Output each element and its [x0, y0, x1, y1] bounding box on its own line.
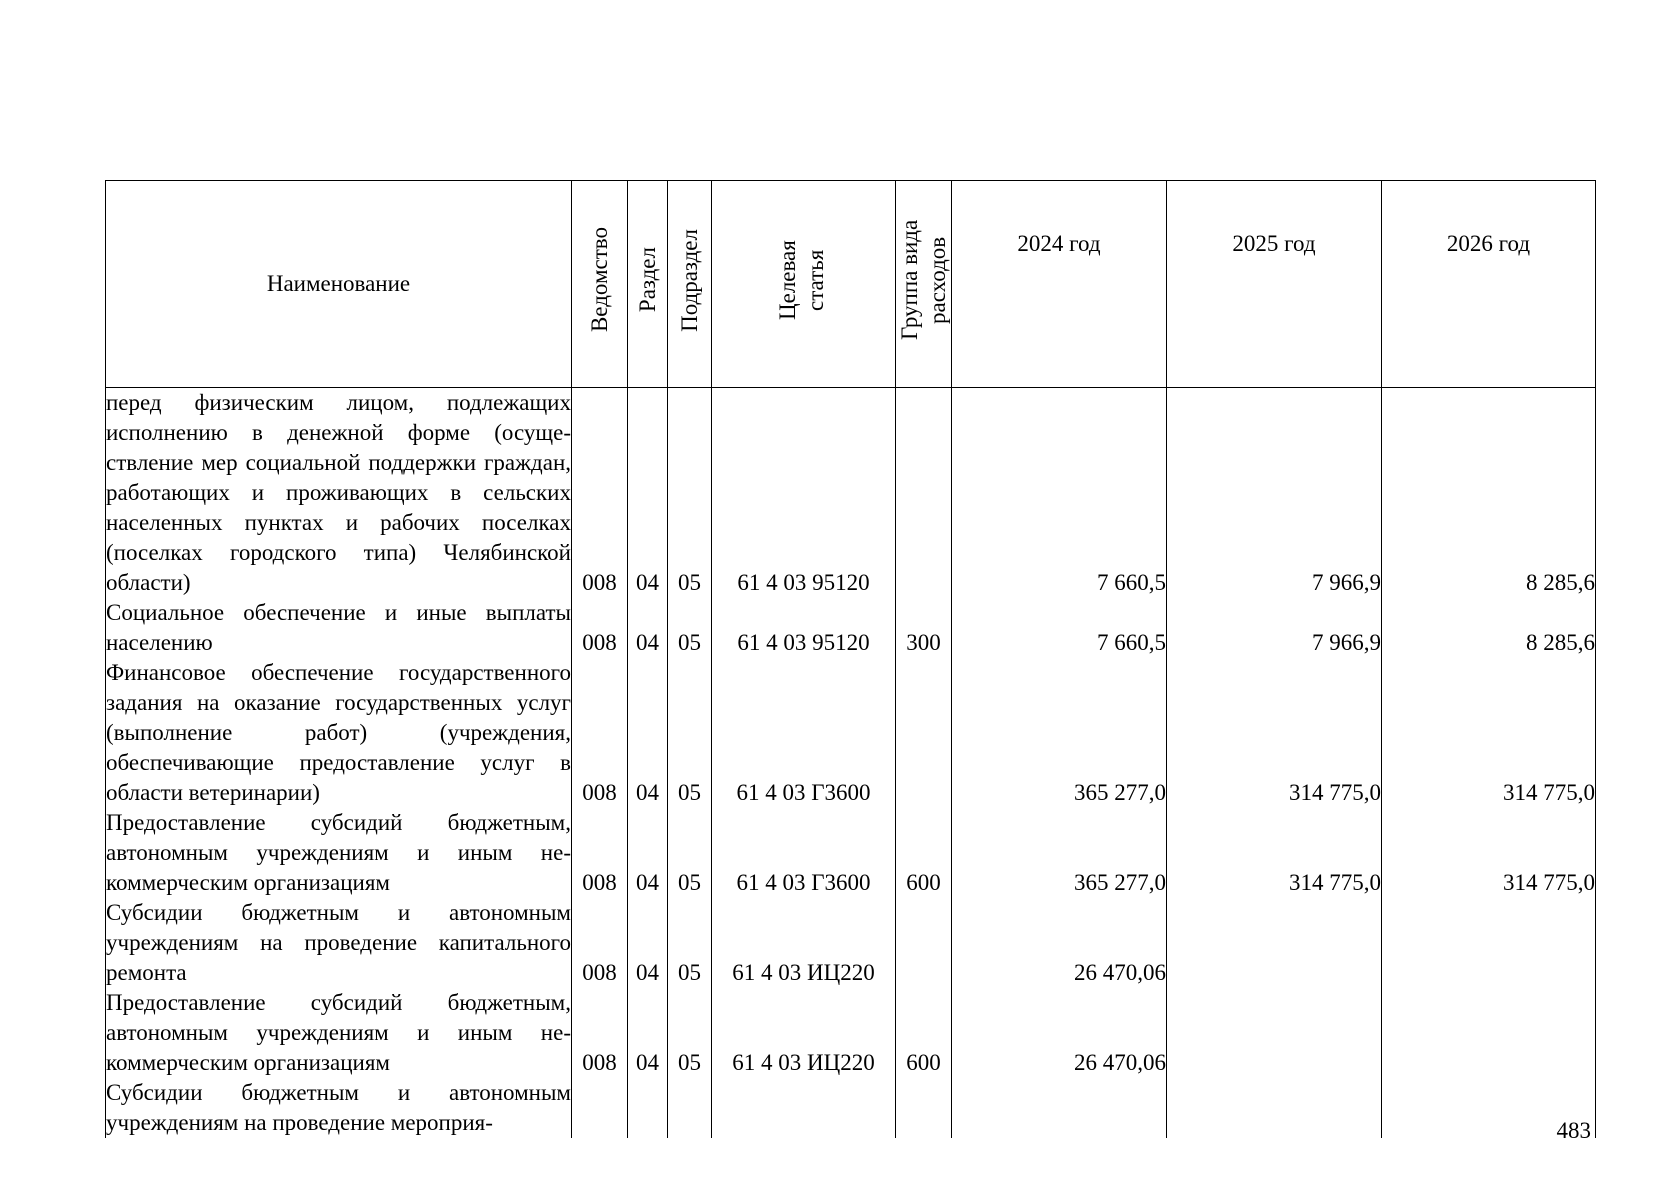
- empty-cell: [668, 1078, 712, 1138]
- row-podrazdel: 05: [668, 598, 712, 658]
- row-name: Финансовое обеспечение государственного задания на оказание государственных услуг (выполнение работ) (учреждения, обеспечивающие предоставление услуг в области ветеринарии): [106, 658, 572, 808]
- table-row: [106, 658, 1596, 808]
- header-podrazdel: Подраздел: [668, 181, 712, 388]
- header-2024: 2024 год: [952, 181, 1167, 388]
- row-podrazdel: 05: [668, 658, 712, 808]
- row-name: Социальное обеспечение и иные выплаты населению: [106, 598, 572, 658]
- table-row: [106, 598, 1596, 658]
- row-celevaya-statya: 61 4 03 ИЦ220: [712, 988, 896, 1078]
- table-row: [106, 898, 1596, 988]
- row-name: Субсидии бюджетным и автономным учреждениям на проведение капитального ремонта: [106, 898, 572, 988]
- header-2025: 2025 год: [1167, 181, 1382, 388]
- table-row: [106, 808, 1596, 898]
- empty-cell: [952, 1078, 1167, 1138]
- row-podrazdel: 05: [668, 898, 712, 988]
- header-celevaya-statya: Целевая статья: [712, 181, 896, 388]
- row-2024: 365 277,0: [952, 808, 1167, 898]
- row-razdel: 04: [628, 988, 668, 1078]
- table-row: [106, 388, 1596, 599]
- row-celevaya-statya: 61 4 03 95120: [712, 388, 896, 599]
- row-gruppa: 600: [896, 988, 952, 1078]
- empty-cell: [712, 1078, 896, 1138]
- empty-cell: [628, 1078, 668, 1138]
- row-razdel: 04: [628, 808, 668, 898]
- row-gruppa: [896, 898, 952, 988]
- header-name: Наименование: [106, 181, 572, 388]
- row-2025: 314 775,0: [1167, 808, 1382, 898]
- row-podrazdel: 05: [668, 388, 712, 599]
- empty-cell: [1167, 1078, 1382, 1138]
- header-row: [106, 181, 1596, 388]
- row-gruppa: 300: [896, 598, 952, 658]
- row-name: перед физическим лицом, подлежащих исполнению в денежной форме (осуществление мер социальной поддержки граждан, работающих и проживающих в сельских населенных пунктах и рабочих поселках (поселках городского типа) Челябинской области): [106, 388, 572, 599]
- row-gruppa: 600: [896, 808, 952, 898]
- row-razdel: 04: [628, 898, 668, 988]
- row-vedomstvo: 008: [572, 598, 628, 658]
- row-gruppa: [896, 388, 952, 599]
- row-razdel: 04: [628, 388, 668, 599]
- empty-cell: [572, 1078, 628, 1138]
- row-gruppa: [896, 658, 952, 808]
- row-2025: 314 775,0: [1167, 658, 1382, 808]
- empty-cell: [896, 1078, 952, 1138]
- table-row-continued: [106, 1078, 1596, 1138]
- row-2024: 7 660,5: [952, 388, 1167, 599]
- row-vedomstvo: 008: [572, 898, 628, 988]
- row-razdel: 04: [628, 598, 668, 658]
- row-vedomstvo: 008: [572, 988, 628, 1078]
- row-celevaya-statya: 61 4 03 Г3600: [712, 808, 896, 898]
- row-2026: 314 775,0: [1382, 658, 1596, 808]
- header-vedomstvo: Ведомство: [572, 181, 628, 388]
- row-2024: 26 470,06: [952, 898, 1167, 988]
- header-razdel: Раздел: [628, 181, 668, 388]
- row-2026: 8 285,6: [1382, 598, 1596, 658]
- budget-table: [105, 180, 1596, 1138]
- header-2026: 2026 год: [1382, 181, 1596, 388]
- row-razdel: 04: [628, 658, 668, 808]
- row-celevaya-statya: 61 4 03 95120: [712, 598, 896, 658]
- row-podrazdel: 05: [668, 988, 712, 1078]
- row-name: Субсидии бюджетным и автономным учреждениям на проведение мероприя-: [106, 1078, 572, 1138]
- row-2026: 8 285,6: [1382, 388, 1596, 599]
- row-vedomstvo: 008: [572, 388, 628, 599]
- row-2024: 365 277,0: [952, 658, 1167, 808]
- row-2025: 7 966,9: [1167, 388, 1382, 599]
- row-vedomstvo: 008: [572, 658, 628, 808]
- row-2026: [1382, 898, 1596, 988]
- row-podrazdel: 05: [668, 808, 712, 898]
- row-name: Предоставление субсидий бюджетным, автономным учреждениям и иным некоммерческим организациям: [106, 988, 572, 1078]
- row-2025: [1167, 988, 1382, 1078]
- row-2025: [1167, 898, 1382, 988]
- page-number: 483: [1556, 1118, 1591, 1143]
- table-row: [106, 988, 1596, 1078]
- row-celevaya-statya: 61 4 03 ИЦ220: [712, 898, 896, 988]
- row-name: Предоставление субсидий бюджетным, автономным учреждениям и иным некоммерческим организациям: [106, 808, 572, 898]
- row-2026: [1382, 988, 1596, 1078]
- row-2026: 314 775,0: [1382, 808, 1596, 898]
- row-celevaya-statya: 61 4 03 Г3600: [712, 658, 896, 808]
- row-2024: 26 470,06: [952, 988, 1167, 1078]
- header-gruppa-vida-rashodov: Группа вида расходов: [896, 181, 952, 388]
- row-vedomstvo: 008: [572, 808, 628, 898]
- row-2024: 7 660,5: [952, 598, 1167, 658]
- row-2025: 7 966,9: [1167, 598, 1382, 658]
